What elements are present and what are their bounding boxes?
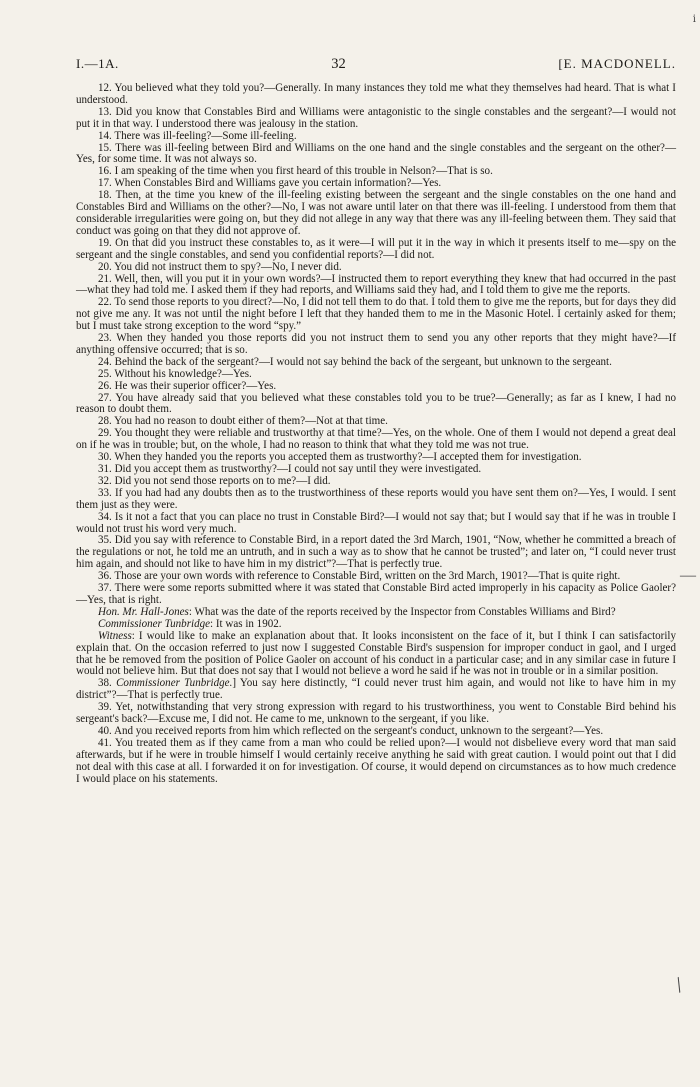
document-body: [76, 83, 676, 785]
paragraph: 19. On that did you instruct these constables to, as it were—I will put it in the way in which it presents itself to me—spy on the sergeant and the single constables, and send you confidential reports?—I did not.: [76, 236, 676, 261]
document-page: [76, 56, 676, 785]
speaker-paragraph: Witness: I would like to make an explanation about that. It looks inconsistent on the face of it, but I think I can satisfactorily explain that. On the occasion referred to just now I suggested Constable Bird's suspension for improper conduct in gaol, and I urged that he be removed from the position of Police Gaoler on account of his conduct in a particular case; and in any similar case in future I would not believe him. But that does not say that I would not believe a word he said if he was not in trouble or in a similar position.: [76, 629, 676, 678]
paragraph: 12. You believed what they told you?—Generally. In many instances they told me what they themselves had heard. That is what I understood.: [76, 82, 676, 106]
page-header: [76, 56, 676, 73]
paragraph: 35. Did you say with reference to Constable Bird, in a report dated the 3rd March, 1901, “Now, whether he committed a breach of the regulations or not, he told me an untruth, and in such a way as to show that he cannot be trusted”; and later on, “I could never trust him again, and should not like to have him in my district”?—That is perfectly true.: [76, 534, 676, 571]
paragraph: 26. He was their superior officer?—Yes.: [98, 379, 277, 392]
paragraph: 14. There was ill-feeling?—Some ill-feeling.: [98, 129, 297, 142]
paragraph: 21. Well, then, will you put it in your own words?—I instructed them to report everything they knew that had occurred in the past—what they had told me. I asked them if they had reports, and Williams said they had, and I told them to give me the reports.: [76, 272, 676, 297]
margin-corner-mark: ⅰ: [692, 14, 696, 25]
paragraph: 13. Did you know that Constables Bird and Williams were antagonistic to the single constables and the sergeant?—I would not put it in that way. I understood there was jealousy in the station.: [76, 105, 676, 130]
paragraph: 41. You treated them as if they came from a man who could be relied upon?—I would not disbelieve every word that man said afterwards, but if he were in trouble himself I would certainly receive anything he said with great caution. I would point out that I did not deal with this case at all. I forwarded it on for investigation. Of course, it would depend on circumstances as to how much credence I would place on his statements.: [76, 736, 676, 785]
paragraph: 30. When they handed you the reports you accepted them as trustworthy?—I accepted them for investigation.: [98, 451, 582, 464]
paragraph: 31. Did you accept them as trustworthy?—I could not say until they were investigated.: [98, 463, 482, 475]
paragraph: 25. Without his knowledge?—Yes.: [98, 367, 252, 380]
paragraph: 28. You had no reason to doubt either of them?—Not at that time.: [98, 415, 388, 428]
paragraph: 40. And you received reports from him which reflected on the sergeant's conduct, unknown to the sergeant?—Yes.: [98, 724, 604, 737]
margin-pencil-mark: /: [670, 971, 687, 998]
paragraph: 36. Those are your own words with reference to Constable Bird, written on the 3rd March, 1901?—That is quite right.: [98, 570, 621, 583]
paragraph: 20. You did not instruct them to spy?—No, I never did.: [98, 260, 342, 273]
witness-name: [E. MACDONELL.: [558, 56, 676, 71]
paragraph: 22. To send those reports to you direct?—No, I did not tell them to do that. I told them to give me the reports, but for days they did not give me any. It was not until the night before I left that they handed them to me in the Masonic Hotel. I certainly asked for them; but I must take strong exception to the word “spy.”: [76, 296, 676, 333]
paragraph: 15. There was ill-feeling between Bird and Williams on the one hand and the single constables and the sergeant on the other?—Yes, for some time. It was not always so.: [76, 141, 676, 166]
paragraph: 39. Yet, notwithstanding that very strong expression with regard to his trustworthiness, you went to Constable Bird behind his sergeant's back?—Excuse me, I did not. He came to me, unknown to the sergeant, if you like.: [76, 701, 676, 726]
paragraph: 24. Behind the back of the sergeant?—I would not say behind the back of the sergeant, but unknown to the sergeant.: [98, 355, 612, 368]
speaker-paragraph: Hon. Mr. Hall-Jones: What was the date of the reports received by the Inspector from Constables Williams and Bird?: [98, 605, 616, 618]
paragraph: 16. I am speaking of the time when you first heard of this trouble in Nelson?—That is so.: [98, 165, 493, 178]
paragraph: 32. Did you not send those reports on to me?—I did.: [98, 474, 331, 487]
paragraph: 38. Commissioner Tunbridge.] You say here distinctly, “I could never trust him again, and would not like to have him in my district”?—That is perfectly true.: [76, 677, 676, 702]
speaker-paragraph: Commissioner Tunbridge: It was in 1902.: [98, 617, 282, 630]
paragraph: 29. You thought they were reliable and trustworthy at that time?—Yes, on the whole. One of them I would not depend a great deal on if he was in trouble; but, on the whole, I had no reason to think that what they told me was not true.: [76, 427, 676, 452]
margin-dash-mark: —: [680, 567, 696, 584]
paragraph: 23. When they handed you those reports did you not instruct them to send you any other reports that they might have?—If anything offensive occurred; that is so.: [76, 332, 676, 356]
paragraph: 17. When Constables Bird and Williams gave you certain information?—Yes.: [98, 177, 442, 190]
paragraph: 18. Then, at the time you knew of the ill-feeling existing between the sergeant and the single constables on the one hand and Constables Bird and Williams on the other?—No, I was not aware until later on that there was ill-feeling. I understood from them that considerable irregularities were going on, but they did not allege in any way that there was any ill-feeling between them. They said that conduct was going on that they did not approve of.: [76, 189, 676, 237]
paragraph: 27. You have already said that you believed what these constables told you to be true?—Generally; as far as I knew, I had no reason to doubt them.: [76, 391, 676, 416]
paragraph: 37. There were some reports submitted where it was stated that Constable Bird acted improperly in his capacity as Police Gaoler?—Yes, that is right.: [76, 582, 676, 606]
page-number: 32: [331, 56, 346, 72]
paragraph: 33. If you had had any doubts then as to the trustworthiness of these reports would you have sent them on?—Yes, I would. I sent them just as they were.: [76, 486, 676, 511]
document-reference: I.—1A.: [76, 56, 119, 71]
paragraph: 34. Is it not a fact that you can place no trust in Constable Bird?—I would not say that; but I would say that if he was in trouble I would not trust his word very much.: [76, 510, 676, 535]
